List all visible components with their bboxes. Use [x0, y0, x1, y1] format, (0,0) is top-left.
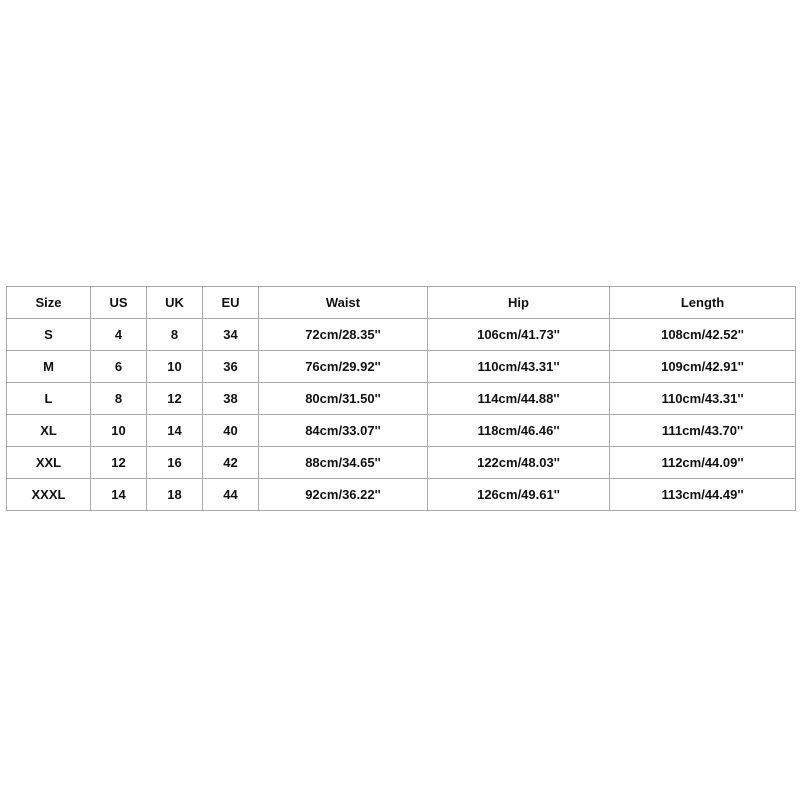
cell-waist: 92cm/36.22'': [259, 479, 428, 511]
cell-size: S: [7, 319, 91, 351]
cell-eu: 40: [203, 415, 259, 447]
header-uk: UK: [147, 287, 203, 319]
cell-size: L: [7, 383, 91, 415]
cell-uk: 8: [147, 319, 203, 351]
size-chart-table: [6, 286, 796, 511]
cell-uk: 14: [147, 415, 203, 447]
cell-uk: 16: [147, 447, 203, 479]
table-row: [7, 415, 796, 447]
table-row: [7, 479, 796, 511]
cell-hip: 126cm/49.61'': [428, 479, 610, 511]
cell-length: 112cm/44.09'': [610, 447, 796, 479]
header-waist: Waist: [259, 287, 428, 319]
cell-size: M: [7, 351, 91, 383]
cell-length: 111cm/43.70'': [610, 415, 796, 447]
header-size: Size: [7, 287, 91, 319]
cell-waist: 88cm/34.65'': [259, 447, 428, 479]
cell-eu: 36: [203, 351, 259, 383]
cell-us: 14: [91, 479, 147, 511]
cell-eu: 42: [203, 447, 259, 479]
cell-hip: 118cm/46.46'': [428, 415, 610, 447]
cell-size: XL: [7, 415, 91, 447]
header-us: US: [91, 287, 147, 319]
cell-length: 109cm/42.91'': [610, 351, 796, 383]
cell-waist: 76cm/29.92'': [259, 351, 428, 383]
header-row: [7, 287, 796, 319]
table-row: [7, 319, 796, 351]
cell-us: 8: [91, 383, 147, 415]
cell-length: 110cm/43.31'': [610, 383, 796, 415]
cell-us: 12: [91, 447, 147, 479]
cell-eu: 38: [203, 383, 259, 415]
header-hip: Hip: [428, 287, 610, 319]
cell-hip: 110cm/43.31'': [428, 351, 610, 383]
cell-us: 6: [91, 351, 147, 383]
table-row: [7, 447, 796, 479]
cell-waist: 72cm/28.35'': [259, 319, 428, 351]
cell-uk: 10: [147, 351, 203, 383]
table-row: [7, 383, 796, 415]
cell-length: 113cm/44.49'': [610, 479, 796, 511]
header-length: Length: [610, 287, 796, 319]
cell-uk: 12: [147, 383, 203, 415]
cell-hip: 114cm/44.88'': [428, 383, 610, 415]
cell-hip: 122cm/48.03'': [428, 447, 610, 479]
cell-hip: 106cm/41.73'': [428, 319, 610, 351]
cell-us: 10: [91, 415, 147, 447]
table-row: [7, 351, 796, 383]
cell-us: 4: [91, 319, 147, 351]
cell-length: 108cm/42.52'': [610, 319, 796, 351]
cell-size: XXXL: [7, 479, 91, 511]
cell-waist: 84cm/33.07'': [259, 415, 428, 447]
cell-uk: 18: [147, 479, 203, 511]
cell-size: XXL: [7, 447, 91, 479]
header-eu: EU: [203, 287, 259, 319]
cell-waist: 80cm/31.50'': [259, 383, 428, 415]
cell-eu: 34: [203, 319, 259, 351]
cell-eu: 44: [203, 479, 259, 511]
